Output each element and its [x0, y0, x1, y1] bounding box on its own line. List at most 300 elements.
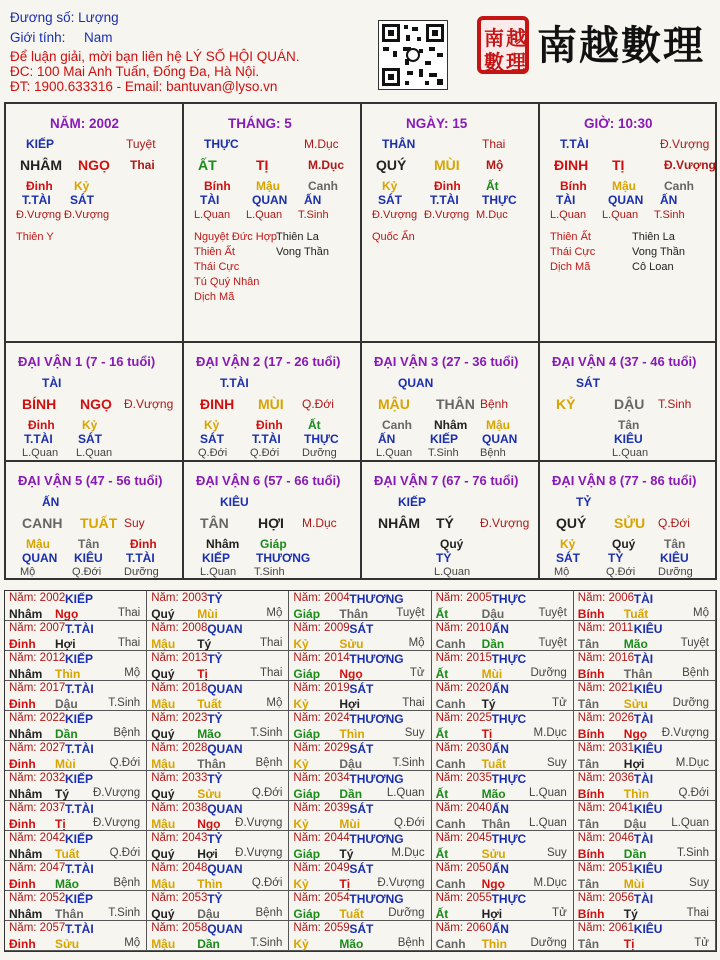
year-branch: Tuất [55, 847, 80, 861]
year-star: T.TÀI [65, 742, 94, 756]
year-star: SÁT [349, 622, 374, 636]
year-stem: Giáp [293, 667, 321, 681]
year-label: Năm: 2038 [151, 802, 208, 814]
year-stem: Giáp [293, 727, 321, 741]
year-state: T.Sinh [677, 847, 709, 859]
year-label: Năm: 2046 [577, 832, 635, 844]
year-stem: Đinh [9, 877, 36, 891]
hidden-stem: Mậu [256, 179, 280, 193]
year-stem: Quý [151, 667, 175, 681]
dai-van-star: ẤN [42, 495, 60, 509]
year-star: QUAN [207, 922, 243, 936]
year-cell [5, 921, 147, 951]
year-state: Tuyệt [538, 637, 567, 649]
hidden-stem: Đinh [434, 179, 461, 193]
year-state: Mộ [124, 667, 141, 679]
year-state: Bệnh [113, 877, 141, 889]
year-stem: Ất [435, 727, 449, 741]
address: ĐC: 100 Mai Anh Tuấn, Đống Đa, Hà Nội. [10, 64, 260, 79]
year-branch: Thân [197, 757, 226, 771]
year-stem: Nhâm [9, 847, 43, 861]
year-star: T.TÀI [65, 862, 94, 876]
special-star: Dịch Mã [194, 291, 235, 303]
year-branch: Mão [481, 787, 506, 801]
hidden-stem: Ất [486, 179, 499, 193]
year-state: Mộ [408, 637, 425, 649]
year-stem: Nhâm [9, 607, 43, 621]
year-stem: Mậu [151, 637, 176, 651]
hidden-stem: Mậu [486, 418, 510, 432]
branch-state: Đ.Vượng [664, 158, 716, 172]
owner-name: Đương số: Lượng [10, 10, 119, 25]
year-label: Năm: 2049 [293, 862, 350, 874]
year-cell [5, 621, 147, 651]
year-label: Năm: 2029 [293, 742, 350, 754]
dai-van-state: Đ.Vượng [480, 516, 530, 530]
year-cell [574, 591, 716, 621]
year-state: Dưỡng [672, 697, 709, 709]
year-label: Năm: 2050 [435, 862, 492, 874]
year-cell [5, 891, 147, 921]
hidden-star: ẤN [378, 432, 396, 446]
hidden-stem: Đinh [28, 418, 55, 432]
hidden-star: SÁT [378, 193, 402, 207]
year-cell [574, 741, 716, 771]
year-branch: Tị [55, 817, 66, 831]
year-star: QUAN [207, 802, 243, 816]
hidden-state: Đ.Vượng [64, 209, 110, 221]
hidden-star: T.TÀI [252, 432, 281, 446]
year-state: Suy [689, 877, 709, 889]
year-cell [574, 891, 716, 921]
year-branch: Tị [481, 727, 493, 741]
hidden-stem: Kỷ [382, 179, 398, 193]
hidden-stem: Quý [440, 537, 464, 551]
hidden-star: TÀI [200, 193, 220, 207]
year-stem: Ất [435, 847, 449, 861]
year-cell [5, 831, 147, 861]
hidden-star: SÁT [70, 193, 94, 207]
year-stem: Kỷ [293, 937, 309, 951]
year-branch: Sửu [623, 697, 648, 711]
year-star: THƯƠNG [349, 652, 404, 666]
dai-van-title: ĐẠI VẬN 8 (77 - 86 tuổi) [552, 473, 697, 488]
year-state: L.Quan [671, 817, 709, 829]
year-branch: Dần [623, 847, 647, 861]
year-star: KIẾP [65, 712, 94, 726]
dai-van-title: ĐẠI VẬN 3 (27 - 36 tuổi) [374, 354, 519, 369]
year-cell [147, 771, 289, 801]
special-star: Thiên La [276, 231, 319, 243]
year-state: Tuyệt [396, 607, 425, 619]
hidden-stem: Giáp [260, 537, 287, 551]
year-label: Năm: 2021 [577, 682, 635, 694]
year-branch: Ngọ [55, 607, 79, 621]
year-cell [5, 741, 147, 771]
year-state: Tử [694, 937, 709, 949]
year-branch: Ngọ [339, 667, 363, 681]
year-branch: Mão [339, 937, 364, 951]
special-star: Dịch Mã [550, 261, 591, 273]
year-state: Đ.Vượng [235, 847, 283, 859]
hidden-star: TỶ [608, 551, 624, 565]
year-stem: Mậu [151, 877, 176, 891]
year-cell [289, 651, 431, 681]
year-label: Năm: 2013 [151, 652, 208, 664]
year-stem: Tân [577, 937, 600, 951]
year-star: QUAN [207, 622, 243, 636]
year-state: Q.Đới [109, 847, 141, 859]
contact-note: Để luận giải, mời bạn liên hệ LÝ SỐ HỘI QUÁN. [10, 49, 300, 64]
year-label: Năm: 2045 [435, 832, 492, 844]
year-label: Năm: 2041 [577, 802, 635, 814]
year-cell [574, 771, 716, 801]
hidden-star: KIÊU [74, 551, 103, 565]
year-branch: Thân [623, 667, 653, 681]
year-star: SÁT [349, 682, 374, 696]
year-star: QUAN [207, 682, 243, 696]
year-label: Năm: 2008 [151, 622, 208, 634]
year-branch: Dậu [339, 757, 363, 771]
hidden-stem: Nhâm [206, 537, 240, 551]
year-stem: Giáp [293, 607, 321, 621]
year-state: M.Dục [533, 877, 567, 889]
year-stem: Bính [577, 607, 605, 621]
year-star: KIÊU [633, 682, 663, 696]
special-star: Tú Quý Nhân [194, 276, 260, 288]
year-branch: Hợi [197, 847, 218, 861]
year-cell [147, 621, 289, 651]
year-cell [289, 801, 431, 831]
special-star: Nguyệt Đức Hợp [194, 231, 278, 243]
brand-logo: 南越數理 [537, 22, 705, 69]
year-stem: Quý [151, 727, 175, 741]
year-cell [432, 681, 574, 711]
year-branch: Mùi [339, 817, 361, 831]
year-stem: Đinh [9, 817, 36, 831]
year-label: Năm: 2055 [435, 892, 492, 904]
year-star: KIẾP [65, 652, 94, 666]
hidden-state: M.Dục [476, 209, 508, 221]
year-stem: Ất [435, 787, 449, 801]
hidden-state: Bệnh [480, 447, 506, 459]
hidden-star: KIẾP [430, 432, 459, 446]
year-branch: Thân [55, 907, 84, 921]
year-state: Mộ [266, 607, 283, 619]
year-branch: Tuất [197, 697, 222, 711]
hidden-star: ẤN [660, 193, 678, 207]
year-stem: Kỷ [293, 817, 309, 831]
pillar-star: THÂN [382, 137, 416, 151]
hidden-star: T.TÀI [126, 551, 155, 565]
year-stem: Giáp [293, 847, 321, 861]
year-label: Năm: 2037 [9, 802, 66, 814]
hidden-star: T.TÀI [24, 432, 53, 446]
year-stem: Canh [435, 697, 466, 711]
hidden-star: ẤN [304, 193, 322, 207]
pillar-title: GIỜ: 10:30 [584, 116, 653, 131]
pillar-title: NGÀY: 15 [406, 116, 468, 131]
year-cell [5, 711, 147, 741]
year-stem: Đinh [9, 757, 36, 771]
year-state: Q.Đới [394, 817, 425, 829]
hidden-star: KIÊU [614, 432, 643, 446]
year-label: Năm: 2006 [577, 592, 635, 604]
year-state: Đ.Vượng [92, 787, 141, 799]
earthly-branch: MÙI [434, 157, 460, 173]
year-cell [147, 861, 289, 891]
year-state: Thai [402, 697, 425, 709]
earthly-branch: NGỌ [78, 157, 110, 173]
hidden-state: L.Quan [612, 447, 649, 459]
hidden-stem: Kỷ [82, 418, 98, 432]
hidden-state: L.Quan [22, 447, 59, 459]
year-label: Năm: 2005 [435, 592, 492, 604]
year-stem: Bính [577, 847, 605, 861]
year-state: Tuyệt [538, 607, 567, 619]
hidden-stem: Bính [204, 179, 231, 193]
year-branch: Dần [55, 727, 78, 741]
hidden-stem: Tân [664, 537, 686, 551]
year-cell [147, 741, 289, 771]
hidden-state: Q.Đới [250, 447, 280, 459]
year-branch: Tị [197, 667, 208, 681]
year-stem: Canh [435, 817, 466, 831]
year-state: Suy [404, 727, 425, 739]
hidden-state: Dưỡng [658, 566, 693, 578]
year-cell [289, 681, 431, 711]
year-label: Năm: 2043 [151, 832, 208, 844]
dai-van-stem: TÂN [200, 515, 229, 531]
year-label: Năm: 2004 [293, 592, 350, 604]
year-label: Năm: 2057 [9, 922, 66, 934]
year-branch: Mùi [197, 607, 218, 621]
year-star: SÁT [349, 922, 374, 936]
year-stem: Canh [435, 877, 466, 891]
year-state: Dưỡng [388, 907, 425, 919]
hidden-state: Q.Đới [606, 566, 636, 578]
hidden-state: Dưỡng [302, 447, 337, 459]
year-branch: Tý [481, 697, 496, 711]
pillar-star: KIẾP [26, 137, 55, 151]
special-star: Thiên Y [16, 231, 54, 243]
hidden-stem: Kỷ [74, 179, 90, 193]
phone-email: ĐT: 1900.633316 - Email: bantuvan@lyso.vn [10, 79, 278, 94]
special-star: Thiên Ất [550, 231, 591, 243]
year-state: Đ.Vượng [92, 817, 141, 829]
year-cell [289, 741, 431, 771]
year-label: Năm: 2036 [577, 772, 635, 784]
year-label: Năm: 2052 [9, 892, 66, 904]
year-star: THƯƠNG [349, 712, 404, 726]
hidden-state: T.Sinh [654, 209, 685, 221]
pillar-star: THỰC [204, 137, 239, 151]
year-stem: Quý [151, 847, 175, 861]
year-star: SÁT [349, 742, 374, 756]
year-branch: Tị [339, 877, 351, 891]
year-cell [289, 621, 431, 651]
year-stem: Tân [577, 757, 600, 771]
year-state: Dưỡng [530, 667, 567, 679]
special-star: Vong Thần [632, 246, 686, 258]
year-state: M.Dục [675, 757, 709, 769]
dai-van-branch: SỬU [614, 515, 646, 531]
year-label: Năm: 2007 [9, 622, 66, 634]
year-cell [147, 711, 289, 741]
year-branch: Tý [55, 787, 70, 801]
year-state: Tử [409, 667, 425, 679]
year-state: Tử [552, 907, 567, 919]
year-stem: Quý [151, 907, 175, 921]
year-state: T.Sinh [392, 757, 425, 769]
year-branch: Thân [481, 817, 511, 831]
year-star: THƯƠNG [349, 592, 404, 606]
year-stem: Canh [435, 637, 466, 651]
dai-van-branch: DẬU [614, 396, 645, 412]
year-state: Suy [546, 847, 567, 859]
year-stem: Mậu [151, 817, 176, 831]
year-label: Năm: 2031 [577, 742, 635, 754]
hidden-state: T.Sinh [254, 566, 285, 578]
special-star: Thiên La [632, 231, 675, 243]
year-label: Năm: 2032 [9, 772, 66, 784]
year-stem: Đinh [9, 637, 36, 651]
year-label: Năm: 2059 [293, 922, 350, 934]
special-star: Thái Cực [194, 261, 240, 273]
year-star: SÁT [349, 802, 374, 816]
dai-van-state: Q.Đới [302, 397, 334, 411]
year-label: Năm: 2011 [577, 622, 634, 634]
year-stem: Mậu [151, 757, 176, 771]
year-stem: Bính [577, 907, 605, 921]
dai-van-stem: CANH [22, 515, 63, 531]
year-stem: Canh [435, 757, 466, 771]
dai-van-stem: ĐINH [200, 396, 235, 412]
year-state: Q.Đới [678, 787, 709, 799]
year-cell [147, 921, 289, 951]
year-stem: Kỷ [293, 757, 309, 771]
year-state: Q.Đới [251, 787, 283, 799]
year-cell [432, 651, 574, 681]
dai-van-star: TỶ [576, 495, 592, 509]
year-state: Bệnh [397, 937, 425, 949]
dai-van-branch: TÝ [436, 515, 454, 531]
year-state: T.Sinh [250, 937, 283, 949]
year-star: SÁT [349, 862, 374, 876]
year-star: THƯƠNG [349, 772, 404, 786]
year-stem: Kỷ [293, 697, 309, 711]
year-label: Năm: 2047 [9, 862, 66, 874]
year-star: QUAN [207, 742, 243, 756]
dai-van-star: KIÊU [220, 495, 249, 509]
hidden-state: Mộ [20, 566, 36, 578]
branch-state: Mộ [486, 158, 504, 172]
year-cell [574, 621, 716, 651]
hidden-stem: Mậu [26, 537, 50, 551]
hidden-state: L.Quan [376, 447, 413, 459]
branch-state: M.Dục [308, 158, 344, 172]
dai-van-title: ĐẠI VẬN 4 (37 - 46 tuổi) [552, 354, 697, 369]
year-branch: Tý [623, 907, 638, 921]
year-stem: Ất [435, 607, 449, 621]
year-stem: Kỷ [293, 877, 309, 891]
year-stem: Đinh [9, 697, 36, 711]
dai-van-stem: MẬU [378, 396, 410, 412]
year-cell [147, 801, 289, 831]
year-cell [289, 891, 431, 921]
hidden-star: KIẾP [202, 551, 231, 565]
year-stem: Nhâm [9, 727, 43, 741]
year-state: Tử [552, 697, 567, 709]
year-cell [574, 681, 716, 711]
hidden-stem: Tân [618, 418, 640, 432]
dai-van-title: ĐẠI VẬN 2 (17 - 26 tuổi) [196, 354, 341, 369]
hidden-stem: Kỷ [204, 418, 220, 432]
year-stem: Mậu [151, 937, 176, 951]
year-branch: Mùi [623, 877, 645, 891]
year-cell [289, 921, 431, 951]
year-label: Năm: 2056 [577, 892, 635, 904]
year-branch: Thìn [481, 937, 507, 951]
year-star: ẤN [491, 742, 509, 756]
year-label: Năm: 2060 [435, 922, 492, 934]
year-star: ẤN [491, 622, 509, 636]
year-branch: Mão [197, 727, 222, 741]
pillar-star2: Tuyệt [126, 137, 156, 151]
year-star: ẤN [491, 922, 509, 936]
year-stem: Canh [435, 937, 466, 951]
year-branch: Dậu [623, 817, 647, 831]
year-stem: Quý [151, 607, 175, 621]
year-star: ẤN [491, 802, 509, 816]
year-star: QUAN [207, 862, 243, 876]
year-state: Thai [260, 667, 283, 679]
heavenly-stem: ĐINH [554, 157, 589, 173]
year-star: T.TÀI [65, 802, 94, 816]
year-cell [432, 621, 574, 651]
year-label: Năm: 2025 [435, 712, 492, 724]
year-star: THỰC [491, 652, 527, 666]
year-label: Năm: 2017 [9, 682, 66, 694]
dai-van-title: ĐẠI VẬN 6 (57 - 66 tuổi) [196, 473, 341, 488]
year-label: Năm: 2027 [9, 742, 66, 754]
year-branch: Tuất [481, 757, 507, 771]
hidden-star: SÁT [78, 432, 102, 446]
year-cell [432, 771, 574, 801]
special-star: Vong Thần [276, 246, 330, 258]
year-stem: Nhâm [9, 787, 43, 801]
year-star: TÀI [633, 652, 654, 666]
hidden-stem: Ất [308, 418, 321, 432]
year-star: THƯƠNG [349, 832, 404, 846]
year-state: Thai [686, 907, 709, 919]
year-branch: Mão [623, 637, 648, 651]
dai-van-title: ĐẠI VẬN 7 (67 - 76 tuổi) [374, 473, 519, 488]
year-branch: Ngọ [197, 817, 221, 831]
year-cell [289, 771, 431, 801]
dai-van-state: Đ.Vượng [124, 397, 174, 411]
year-star: T.TÀI [65, 622, 94, 636]
year-state: Q.Đới [109, 757, 141, 769]
year-star: THỰC [491, 892, 527, 906]
year-label: Năm: 2002 [9, 592, 66, 604]
year-label: Năm: 2048 [151, 862, 208, 874]
year-cell [289, 861, 431, 891]
year-branch: Sửu [481, 847, 506, 861]
year-label: Năm: 2018 [151, 682, 208, 694]
dai-van-state: M.Dục [302, 516, 337, 530]
year-label: Năm: 2016 [577, 652, 635, 664]
